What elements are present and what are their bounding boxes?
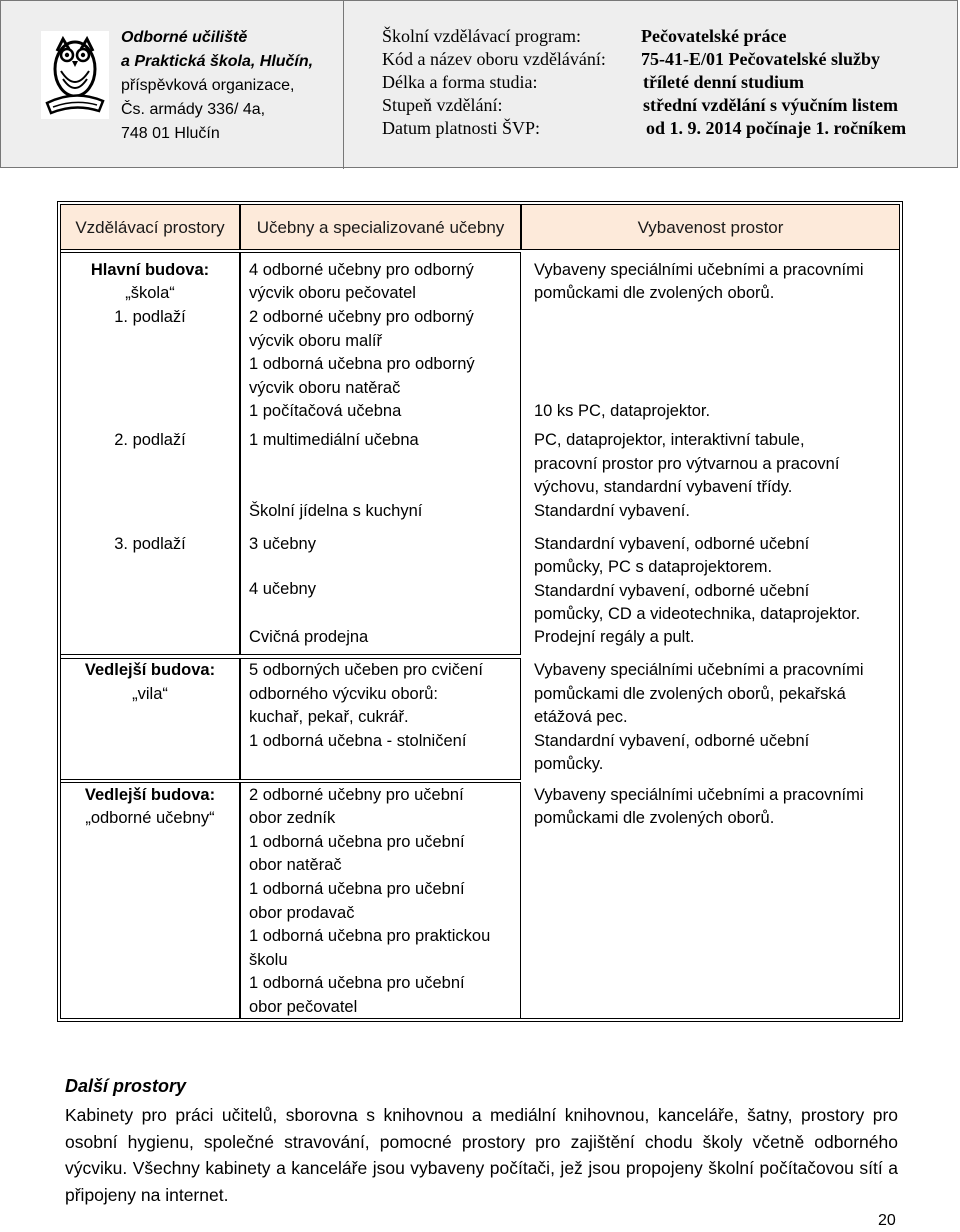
floor-1-label: 1. podlaží [114, 308, 186, 326]
floor-2-equipment-line: Standardní vybavení. [534, 502, 690, 520]
villa-equipment-line: Vybaveny speciálními učebními a pracovními [534, 661, 864, 679]
school-org-type: příspěvková organizace, [121, 77, 295, 94]
code-value: 75-41-E/01 Pečovatelské služby [641, 49, 880, 69]
school-street: Čs. armády 336/ 4a, [121, 101, 266, 118]
floor-1-room-line: výcvik oboru malíř [249, 332, 382, 350]
workshops-room-line: 1 odborná učebna pro učební [249, 833, 465, 851]
program-label: Školní vzdělávací program: [382, 26, 581, 46]
floor-1-room-line: 1 počítačová učebna [249, 402, 402, 420]
villa-name: „vila“ [132, 685, 168, 703]
floor-3-equipment-line: pomůcky, CD a videotechnika, dataprojektor. [534, 605, 861, 623]
school-name-2: a Praktická škola, Hlučín, [121, 53, 314, 70]
floor-3-equipment-line: pomůcky, PC s dataprojektorem. [534, 558, 773, 576]
workshops-room-line: obor zedník [249, 809, 336, 827]
floor-2-room-line: 1 multimediální učebna [249, 431, 419, 449]
floor-1-equipment-line: Vybaveny speciálními učebními a pracovními [534, 261, 864, 279]
floor-2-equipment-line: PC, dataprojektor, interaktivní tabule, [534, 431, 805, 449]
villa-equipment-line: Standardní vybavení, odborné učební [534, 732, 810, 750]
main-building-name: „škola“ [125, 284, 175, 302]
villa-room-line: odborného výcviku oborů: [249, 685, 438, 703]
length-value: tříleté denní studium [643, 72, 805, 92]
floor-3-room-line: 4 učebny [249, 580, 316, 598]
floor-3-room-line: 3 učebny [249, 535, 316, 553]
column-header-spaces: Vzdělávací prostory [60, 204, 240, 250]
column-header-equipment: Vybavenost prostor [521, 204, 900, 250]
document-header [0, 0, 958, 168]
workshops-room-line: obor prodavač [249, 904, 355, 922]
floor-3-equipment-line: Standardní vybavení, odborné učební [534, 582, 810, 600]
workshops-equipment-line: pomůckami dle zvolených oborů. [534, 809, 775, 827]
floor-1-equipment-line: pomůckami dle zvolených oborů. [534, 284, 775, 302]
villa-room-line: 1 odborná učebna - stolničení [249, 732, 467, 750]
workshops-name: „odborné učebny“ [85, 809, 215, 827]
header-divider [343, 1, 344, 169]
school-city: 748 01 Hlučín [121, 125, 220, 142]
owl-logo-icon [41, 31, 109, 119]
villa-room-line: 5 odborných učeben pro cvičení [249, 661, 483, 679]
villa-title: Vedlejší budova: [84, 661, 216, 679]
main-building-title: Hlavní budova: [90, 261, 210, 279]
workshops-room-line: obor pečovatel [249, 998, 358, 1016]
floor-1-room-line: výcvik oboru natěrač [249, 379, 401, 397]
workshops-room-line: 1 odborná učebna pro praktickou [249, 927, 491, 945]
floor-2-equipment-line: pracovní prostor pro výtvarnou a pracovní [534, 455, 840, 473]
workshops-title: Vedlejší budova: [84, 786, 216, 804]
program-value: Pečovatelské práce [641, 26, 787, 46]
villa-equipment-line: etážová pec. [534, 708, 628, 726]
page-number: 20 [878, 1212, 896, 1229]
further-spaces-heading: Další prostory [65, 1076, 187, 1096]
level-value: střední vzdělání s výučním listem [643, 95, 898, 115]
floor-3-room-line: Cvičná prodejna [249, 628, 369, 646]
workshops-equipment-line: Vybaveny speciálními učebními a pracovními [534, 786, 864, 804]
floor-2-label: 2. podlaží [114, 431, 186, 449]
workshops-room-line: školu [249, 951, 288, 969]
workshops-room-line: 1 odborná učebna pro učební [249, 974, 465, 992]
floor-1-equipment-line: 10 ks PC, dataprojektor. [534, 402, 711, 420]
floor-1-room-line: 4 odborné učebny pro odborný [249, 261, 474, 279]
workshops-room-line: 2 odborné učebny pro učební [249, 786, 464, 804]
workshops-room-line: 1 odborná učebna pro učební [249, 880, 465, 898]
villa-room-line: kuchař, pekař, cukrář. [249, 708, 409, 726]
validity-label: Datum platnosti ŠVP: [382, 118, 541, 138]
validity-value: od 1. 9. 2014 počínaje 1. ročníkem [646, 118, 907, 138]
floor-1-room-line: 2 odborné učebny pro odborný [249, 308, 474, 326]
length-label: Délka a forma studia: [382, 72, 538, 92]
school-name: Odborné učiliště [121, 29, 248, 46]
further-spaces-paragraph: Kabinety pro práci učitelů, sborovna s knihovnou a mediální knihovnou, kanceláře, šatny, prostory pro osobní hygienu, společné stravování, pomocné prostory pro zajištění chodu školy včetně odborného výcviku. Všechny kabinety a kanceláře jsou vybaveny počítači, jež jsou propojeny školní počítačovou sítí a připojeny na internet. [65, 1105, 898, 1205]
floor-2-equipment-line: výchovu, standardní vybavení třídy. [534, 478, 793, 496]
floor-3-equipment-line: Prodejní regály a pult. [534, 628, 695, 646]
villa-equipment-line: pomůcky. [534, 755, 604, 773]
column-header-classrooms: Učebny a specializované učebny [240, 204, 521, 250]
floor-1-room-line: 1 odborná učebna pro odborný [249, 355, 475, 373]
floor-3-equipment-line: Standardní vybavení, odborné učební [534, 535, 810, 553]
code-label: Kód a název oboru vzdělávání: [382, 49, 606, 69]
workshops-room-line: obor natěrač [249, 856, 342, 874]
facilities-table [57, 201, 903, 1022]
level-label: Stupeň vzdělání: [382, 95, 503, 115]
floor-2-room-line: Školní jídelna s kuchyní [249, 502, 423, 520]
floor-3-label: 3. podlaží [114, 535, 186, 553]
floor-1-room-line: výcvik oboru pečovatel [249, 284, 416, 302]
villa-equipment-line: pomůckami dle zvolených oborů, pekařská [534, 685, 846, 703]
